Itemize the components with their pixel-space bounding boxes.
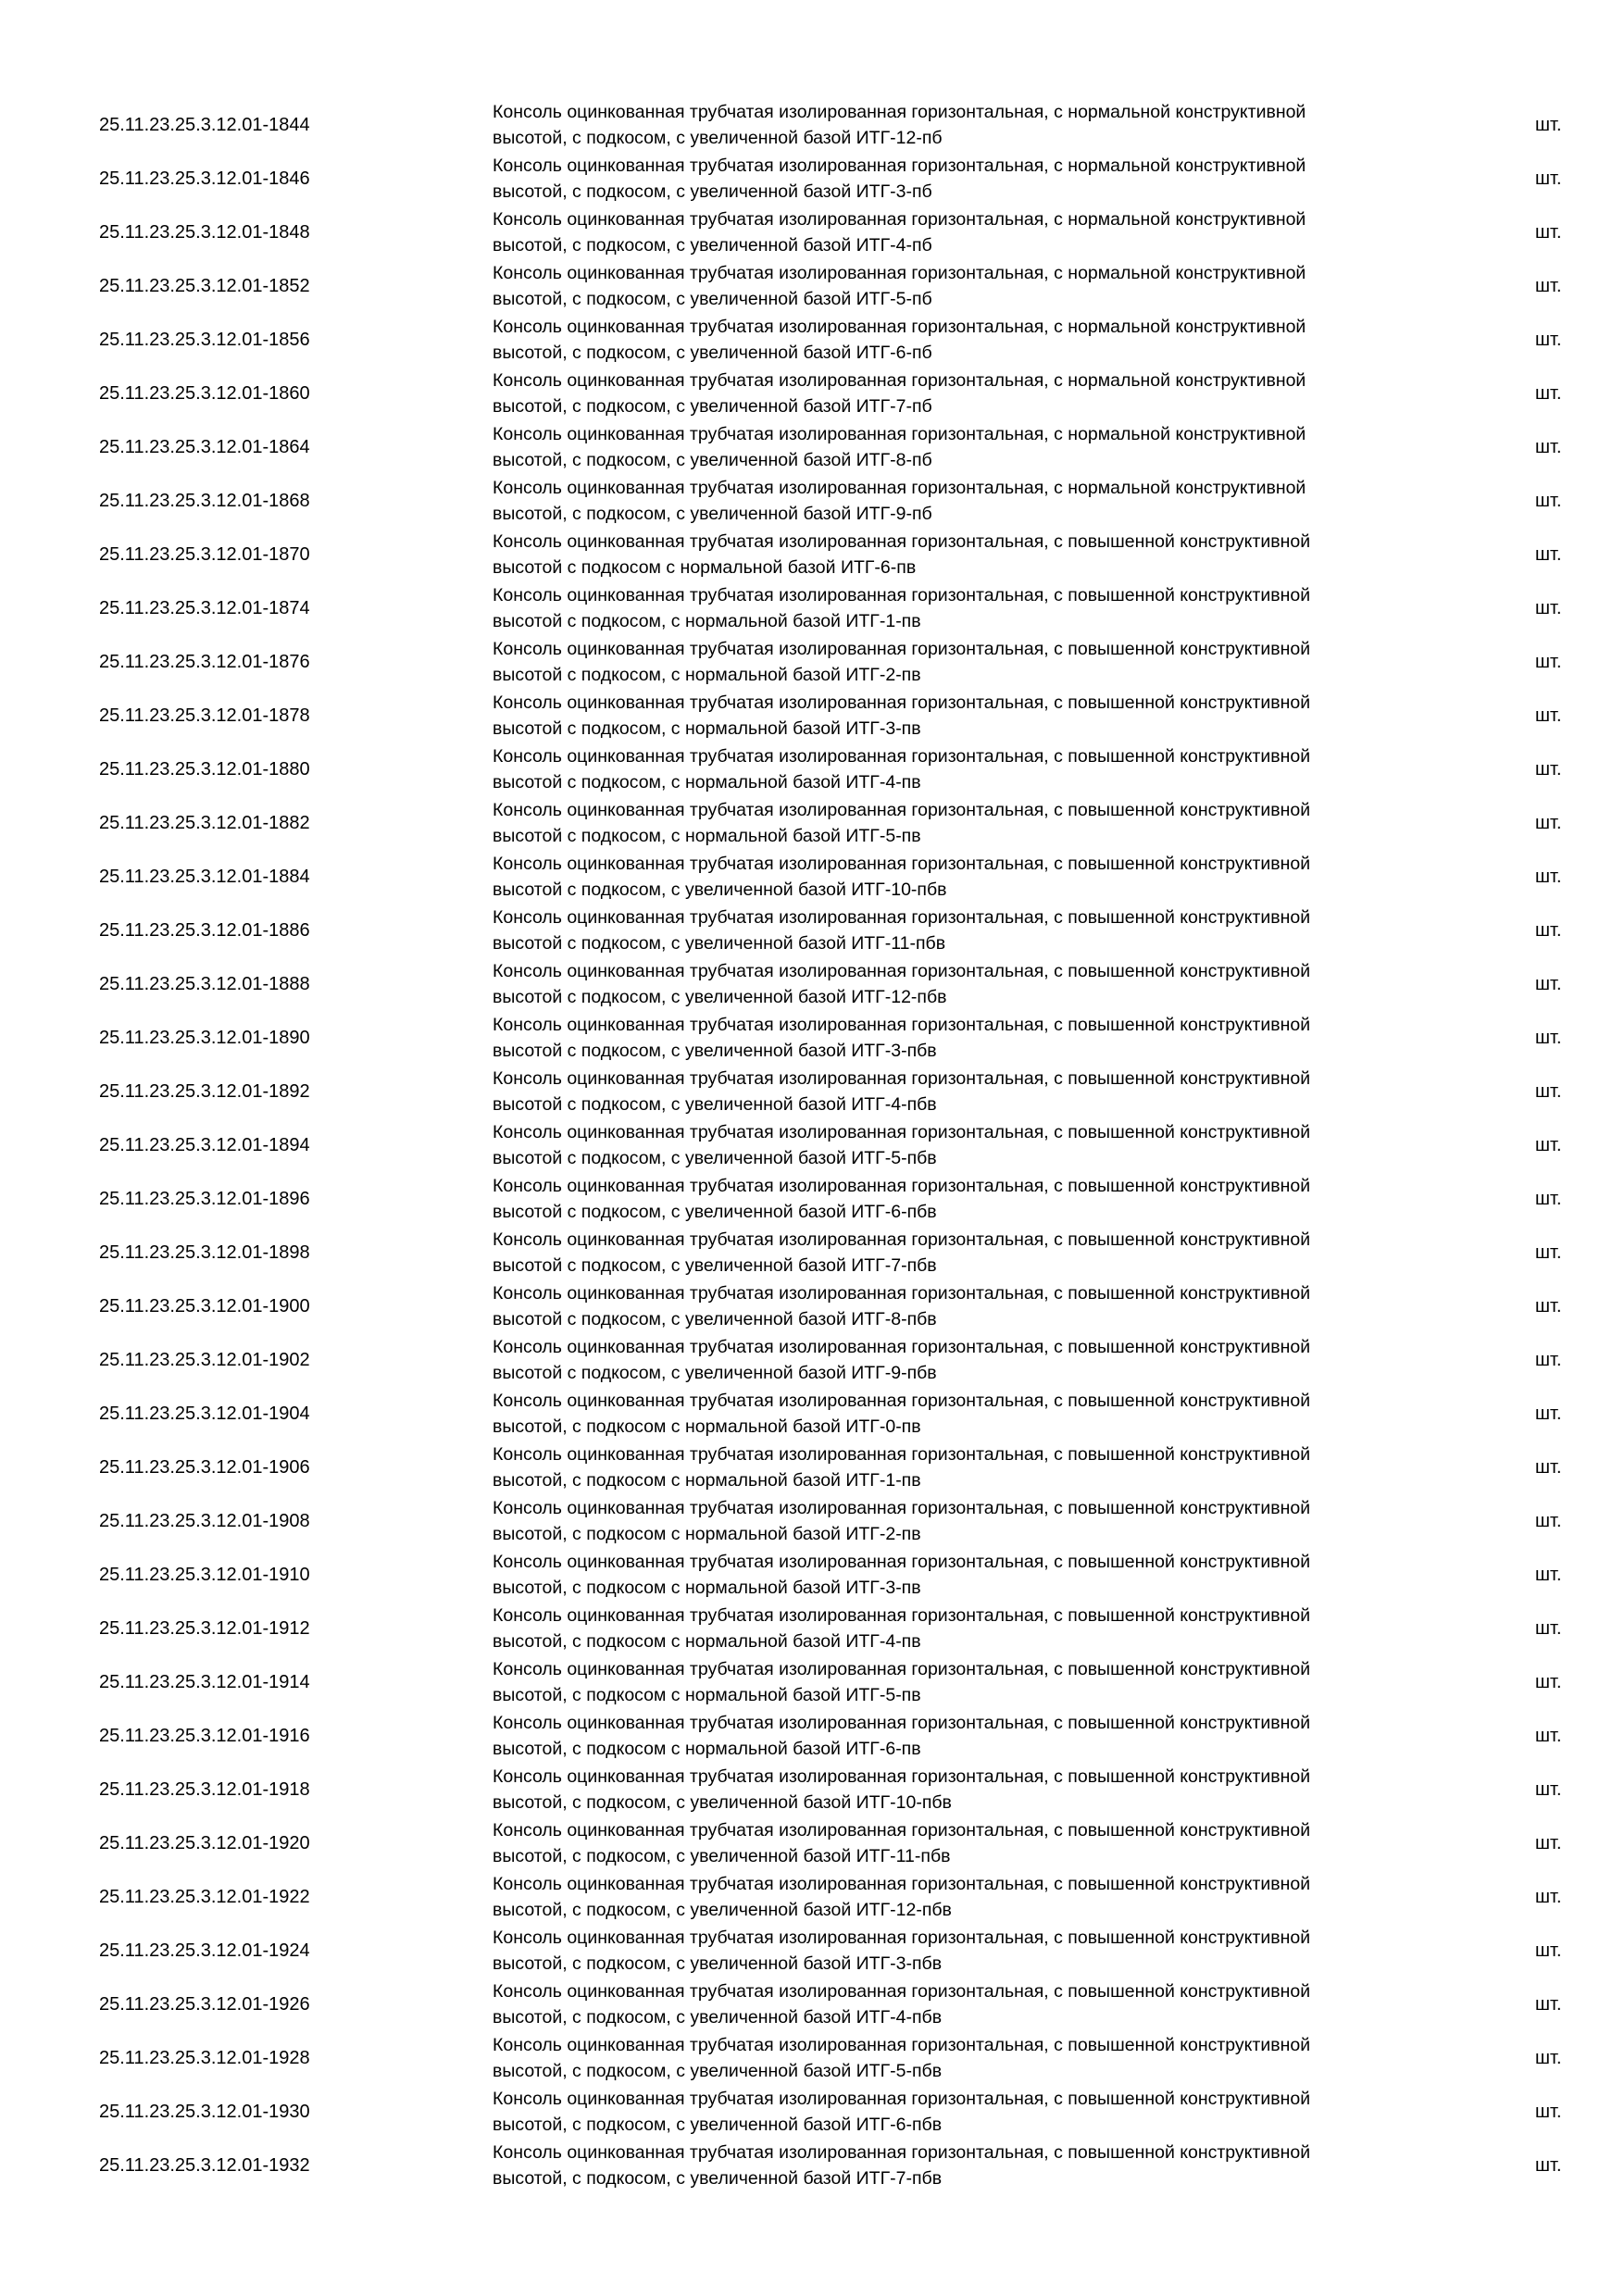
item-description-line-2: высотой, с подкосом с нормальной базой ИТГ-6-пв xyxy=(493,1739,921,1759)
item-description-line-1: Консоль оцинкованная трубчатая изолированная горизонтальная, с повышенной конструктивной xyxy=(493,1176,1311,1196)
item-code: 25.11.23.25.3.12.01-1882 xyxy=(99,813,310,833)
item-description-line-2: высотой с подкосом, с увеличенной базой ИТГ-7-пбв xyxy=(493,1255,937,1276)
item-description-line-2: высотой с подкосом с нормальной базой ИТГ-6-пв xyxy=(493,557,917,578)
item-description-line-1: Консоль оцинкованная трубчатая изолированная горизонтальная, с повышенной конструктивной xyxy=(493,1229,1311,1250)
item-unit: шт. xyxy=(1535,491,1562,511)
item-description xyxy=(493,1656,1455,1708)
item-description-line-2: высотой с подкосом, с увеличенной базой ИТГ-6-пбв xyxy=(493,1202,937,1222)
table-row xyxy=(0,1333,1624,1387)
table-row xyxy=(0,1602,1624,1655)
table-row xyxy=(0,474,1624,528)
item-description xyxy=(493,2140,1455,2191)
table-row xyxy=(0,206,1624,259)
table-row xyxy=(0,313,1624,367)
item-unit: шт. xyxy=(1535,974,1562,994)
item-description xyxy=(493,421,1455,473)
item-description-line-2: высотой, с подкосом, с увеличенной базой ИТГ-6-пб xyxy=(493,343,932,363)
item-code: 25.11.23.25.3.12.01-1846 xyxy=(99,168,310,189)
item-description-line-2: высотой с подкосом, с увеличенной базой ИТГ-11-пбв xyxy=(493,933,946,954)
item-description-line-1: Консоль оцинкованная трубчатая изолированная горизонтальная, с повышенной конструктивной xyxy=(493,585,1311,605)
item-description xyxy=(493,958,1455,1010)
item-unit: шт. xyxy=(1535,652,1562,672)
item-description xyxy=(493,1549,1455,1601)
item-description-line-1: Консоль оцинкованная трубчатая изолированная горизонтальная, с повышенной конструктивной xyxy=(493,1337,1311,1357)
item-code: 25.11.23.25.3.12.01-1870 xyxy=(99,544,310,565)
item-description-line-1: Консоль оцинкованная трубчатая изолированная горизонтальная, с повышенной конструктивной xyxy=(493,1122,1311,1142)
item-description-line-1: Консоль оцинкованная трубчатая изолированная горизонтальная, с повышенной конструктивной xyxy=(493,746,1311,767)
item-code: 25.11.23.25.3.12.01-1876 xyxy=(99,652,310,672)
item-unit: шт. xyxy=(1535,2155,1562,2176)
item-code: 25.11.23.25.3.12.01-1892 xyxy=(99,1081,310,1102)
item-description xyxy=(493,1603,1455,1654)
table-row xyxy=(0,1816,1624,1870)
item-description-line-2: высотой, с подкосом, с увеличенной базой ИТГ-6-пбв xyxy=(493,2115,943,2135)
item-unit: шт. xyxy=(1535,1672,1562,1692)
item-unit: шт. xyxy=(1535,383,1562,404)
item-description-line-2: высотой, с подкосом, с увеличенной базой ИТГ-9-пб xyxy=(493,504,932,524)
item-description-line-1: Консоль оцинкованная трубчатая изолированная горизонтальная, с повышенной конструктивной xyxy=(493,1820,1311,1841)
item-description-line-1: Консоль оцинкованная трубчатая изолированная горизонтальная, с повышенной конструктивной xyxy=(493,907,1311,928)
table-row xyxy=(0,957,1624,1011)
item-description-line-1: Консоль оцинкованная трубчатая изолированная горизонтальная, с повышенной конструктивной xyxy=(493,1444,1311,1465)
item-code: 25.11.23.25.3.12.01-1918 xyxy=(99,1779,310,1800)
item-description-line-2: высотой, с подкосом, с увеличенной базой ИТГ-3-пбв xyxy=(493,1953,943,1974)
item-unit: шт. xyxy=(1535,2048,1562,2068)
item-description-line-2: высотой, с подкосом с нормальной базой ИТГ-1-пв xyxy=(493,1470,921,1491)
item-description-line-2: высотой, с подкосом, с увеличенной базой ИТГ-8-пб xyxy=(493,450,932,470)
item-code: 25.11.23.25.3.12.01-1896 xyxy=(99,1189,310,1209)
item-description-line-1: Консоль оцинкованная трубчатая изолированная горизонтальная, с повышенной конструктивной xyxy=(493,800,1311,820)
item-description-line-1: Консоль оцинкованная трубчатая изолированная горизонтальная, с повышенной конструктивной xyxy=(493,531,1311,552)
item-unit: шт. xyxy=(1535,920,1562,941)
item-description-line-1: Консоль оцинкованная трубчатая изолированная горизонтальная, с повышенной конструктивной xyxy=(493,1605,1311,1626)
item-description-line-2: высотой, с подкосом, с увеличенной базой ИТГ-5-пб xyxy=(493,289,932,309)
item-description xyxy=(493,1495,1455,1547)
item-description-line-1: Консоль оцинкованная трубчатая изолированная горизонтальная, с повышенной конструктивной xyxy=(493,1981,1311,2002)
table-row xyxy=(0,528,1624,581)
item-description-line-1: Консоль оцинкованная трубчатая изолированная горизонтальная, с повышенной конструктивной xyxy=(493,2035,1311,2055)
table-row xyxy=(0,1548,1624,1602)
item-code: 25.11.23.25.3.12.01-1914 xyxy=(99,1672,310,1692)
item-description-line-2: высотой, с подкосом с нормальной базой ИТГ-5-пв xyxy=(493,1685,921,1705)
item-description xyxy=(493,1119,1455,1171)
item-description-line-1: Консоль оцинкованная трубчатая изолированная горизонтальная, с повышенной конструктивной xyxy=(493,1552,1311,1572)
table-row xyxy=(0,98,1624,152)
item-description xyxy=(493,1066,1455,1117)
item-code: 25.11.23.25.3.12.01-1864 xyxy=(99,437,310,457)
item-code: 25.11.23.25.3.12.01-1910 xyxy=(99,1565,310,1585)
table-row xyxy=(0,850,1624,904)
table-row xyxy=(0,152,1624,206)
item-description xyxy=(493,2086,1455,2138)
table-row xyxy=(0,1226,1624,1279)
item-unit: шт. xyxy=(1535,1028,1562,1048)
table-row xyxy=(0,2139,1624,2192)
item-description-line-2: высотой с подкосом, с нормальной базой ИТГ-2-пв xyxy=(493,665,921,685)
item-unit: шт. xyxy=(1535,1135,1562,1155)
item-unit: шт. xyxy=(1535,1887,1562,1907)
item-unit: шт. xyxy=(1535,1994,1562,2015)
item-description-line-2: высотой с подкосом, с увеличенной базой ИТГ-5-пбв xyxy=(493,1148,937,1168)
item-description xyxy=(493,1978,1455,2030)
item-description-line-2: высотой с подкосом, с нормальной базой ИТГ-1-пв xyxy=(493,611,921,631)
table-row xyxy=(0,796,1624,850)
item-description-line-2: высотой с подкосом, с нормальной базой ИТГ-5-пв xyxy=(493,826,921,846)
table-row xyxy=(0,1172,1624,1226)
table-row xyxy=(0,1870,1624,1924)
item-unit: шт. xyxy=(1535,437,1562,457)
item-description-line-1: Консоль оцинкованная трубчатая изолированная горизонтальная, с нормальной конструктивной xyxy=(493,156,1306,176)
table-row xyxy=(0,1387,1624,1441)
table-row xyxy=(0,1011,1624,1065)
item-description-line-2: высотой с подкосом, с нормальной базой ИТГ-3-пв xyxy=(493,718,921,739)
item-unit: шт. xyxy=(1535,1081,1562,1102)
table-row xyxy=(0,1494,1624,1548)
item-description-line-1: Консоль оцинкованная трубчатая изолированная горизонтальная, с повышенной конструктивной xyxy=(493,1068,1311,1089)
item-description-line-2: высотой с подкосом, с увеличенной базой ИТГ-9-пбв xyxy=(493,1363,937,1383)
item-description-line-1: Консоль оцинкованная трубчатая изолированная горизонтальная, с нормальной конструктивной xyxy=(493,478,1306,498)
table-row xyxy=(0,1279,1624,1333)
item-description-line-2: высотой, с подкосом с нормальной базой ИТГ-3-пв xyxy=(493,1578,921,1598)
item-code: 25.11.23.25.3.12.01-1926 xyxy=(99,1994,310,2015)
item-description-line-2: высотой, с подкосом, с увеличенной базой ИТГ-3-пб xyxy=(493,181,932,202)
item-description-line-2: высотой с подкосом, с увеличенной базой ИТГ-3-пбв xyxy=(493,1041,937,1061)
table-row xyxy=(0,1118,1624,1172)
table-row xyxy=(0,1924,1624,1978)
item-description-line-1: Консоль оцинкованная трубчатая изолированная горизонтальная, с повышенной конструктивной xyxy=(493,1391,1311,1411)
item-description xyxy=(493,2032,1455,2084)
item-description-line-2: высотой, с подкосом, с увеличенной базой ИТГ-7-пбв xyxy=(493,2168,943,2189)
item-description xyxy=(493,1441,1455,1493)
item-description xyxy=(493,1925,1455,1977)
item-unit: шт. xyxy=(1535,1618,1562,1639)
item-description xyxy=(493,1710,1455,1762)
item-code: 25.11.23.25.3.12.01-1920 xyxy=(99,1833,310,1853)
item-description xyxy=(493,582,1455,634)
item-description-line-2: высотой с подкосом, с увеличенной базой ИТГ-10-пбв xyxy=(493,880,947,900)
item-description xyxy=(493,905,1455,956)
table-row xyxy=(0,1065,1624,1118)
item-description-line-2: высотой с подкосом, с увеличенной базой ИТГ-12-пбв xyxy=(493,987,947,1007)
item-unit: шт. xyxy=(1535,2102,1562,2122)
item-unit: шт. xyxy=(1535,1296,1562,1316)
item-description xyxy=(493,743,1455,795)
table-row xyxy=(0,2085,1624,2139)
item-description xyxy=(493,368,1455,419)
table-row xyxy=(0,2031,1624,2085)
item-description-line-1: Консоль оцинкованная трубчатая изолированная горизонтальная, с нормальной конструктивной xyxy=(493,209,1306,230)
table-row xyxy=(0,1978,1624,2031)
item-description-line-1: Консоль оцинкованная трубчатая изолированная горизонтальная, с нормальной конструктивной xyxy=(493,102,1306,122)
item-unit: шт. xyxy=(1535,276,1562,296)
item-unit: шт. xyxy=(1535,705,1562,726)
item-unit: шт. xyxy=(1535,1242,1562,1263)
item-description xyxy=(493,1280,1455,1332)
item-description-line-2: высотой, с подкосом, с увеличенной базой ИТГ-12-пбв xyxy=(493,1900,952,1920)
item-description-line-1: Консоль оцинкованная трубчатая изолированная горизонтальная, с повышенной конструктивной xyxy=(493,2142,1311,2163)
item-description xyxy=(493,99,1455,151)
item-code: 25.11.23.25.3.12.01-1848 xyxy=(99,222,310,243)
item-unit: шт. xyxy=(1535,330,1562,350)
item-code: 25.11.23.25.3.12.01-1908 xyxy=(99,1511,310,1531)
item-unit: шт. xyxy=(1535,598,1562,618)
item-unit: шт. xyxy=(1535,1833,1562,1853)
item-description-line-1: Консоль оцинкованная трубчатая изолированная горизонтальная, с повышенной конструктивной xyxy=(493,1498,1311,1518)
item-code: 25.11.23.25.3.12.01-1868 xyxy=(99,491,310,511)
item-description xyxy=(493,260,1455,312)
item-code: 25.11.23.25.3.12.01-1916 xyxy=(99,1726,310,1746)
item-unit: шт. xyxy=(1535,1189,1562,1209)
item-description-line-1: Консоль оцинкованная трубчатая изолированная горизонтальная, с повышенной конструктивной xyxy=(493,1713,1311,1733)
item-unit: шт. xyxy=(1535,1511,1562,1531)
table-row xyxy=(0,259,1624,313)
item-description-line-2: высотой, с подкосом, с увеличенной базой ИТГ-11-пбв xyxy=(493,1846,951,1866)
item-code: 25.11.23.25.3.12.01-1856 xyxy=(99,330,310,350)
item-description-line-2: высотой, с подкосом с нормальной базой ИТГ-4-пв xyxy=(493,1631,921,1652)
table-row xyxy=(0,581,1624,635)
item-unit: шт. xyxy=(1535,1457,1562,1478)
table-row xyxy=(0,689,1624,742)
item-code: 25.11.23.25.3.12.01-1900 xyxy=(99,1296,310,1316)
price-list-table xyxy=(0,98,1624,2192)
item-code: 25.11.23.25.3.12.01-1930 xyxy=(99,2102,310,2122)
item-description xyxy=(493,1227,1455,1279)
item-description xyxy=(493,314,1455,366)
item-description-line-2: высотой с подкосом, с увеличенной базой ИТГ-4-пбв xyxy=(493,1094,937,1115)
item-description xyxy=(493,153,1455,205)
table-row xyxy=(0,1441,1624,1494)
item-description-line-2: высотой, с подкосом, с увеличенной базой ИТГ-10-пбв xyxy=(493,1792,952,1813)
item-description-line-1: Консоль оцинкованная трубчатая изолированная горизонтальная, с нормальной конструктивной xyxy=(493,424,1306,444)
item-description-line-1: Консоль оцинкованная трубчатая изолированная горизонтальная, с повышенной конструктивной xyxy=(493,961,1311,981)
item-unit: шт. xyxy=(1535,1350,1562,1370)
item-description xyxy=(493,1334,1455,1386)
item-description-line-1: Консоль оцинкованная трубчатая изолированная горизонтальная, с повышенной конструктивной xyxy=(493,1659,1311,1679)
item-unit: шт. xyxy=(1535,1726,1562,1746)
item-unit: шт. xyxy=(1535,168,1562,189)
item-code: 25.11.23.25.3.12.01-1852 xyxy=(99,276,310,296)
item-description xyxy=(493,529,1455,580)
item-description xyxy=(493,1173,1455,1225)
item-description-line-1: Консоль оцинкованная трубчатая изолированная горизонтальная, с повышенной конструктивной xyxy=(493,1015,1311,1035)
item-unit: шт. xyxy=(1535,1404,1562,1424)
item-code: 25.11.23.25.3.12.01-1902 xyxy=(99,1350,310,1370)
item-unit: шт. xyxy=(1535,867,1562,887)
item-description-line-1: Консоль оцинкованная трубчатая изолированная горизонтальная, с повышенной конструктивной xyxy=(493,1766,1311,1787)
item-unit: шт. xyxy=(1535,813,1562,833)
item-description-line-1: Консоль оцинкованная трубчатая изолированная горизонтальная, с повышенной конструктивной xyxy=(493,1928,1311,1948)
item-description xyxy=(493,851,1455,903)
item-description-line-1: Консоль оцинкованная трубчатая изолированная горизонтальная, с нормальной конструктивной xyxy=(493,370,1306,391)
item-unit: шт. xyxy=(1535,1565,1562,1585)
table-row xyxy=(0,635,1624,689)
table-row xyxy=(0,1763,1624,1816)
item-unit: шт. xyxy=(1535,1779,1562,1800)
item-description xyxy=(493,206,1455,258)
item-code: 25.11.23.25.3.12.01-1886 xyxy=(99,920,310,941)
item-code: 25.11.23.25.3.12.01-1860 xyxy=(99,383,310,404)
item-description-line-2: высотой, с подкосом, с увеличенной базой ИТГ-7-пб xyxy=(493,396,932,417)
item-description-line-2: высотой, с подкосом, с увеличенной базой ИТГ-12-пб xyxy=(493,128,943,148)
item-code: 25.11.23.25.3.12.01-1898 xyxy=(99,1242,310,1263)
item-code: 25.11.23.25.3.12.01-1912 xyxy=(99,1618,310,1639)
item-description xyxy=(493,690,1455,742)
item-description-line-1: Консоль оцинкованная трубчатая изолированная горизонтальная, с повышенной конструктивной xyxy=(493,1283,1311,1304)
item-unit: шт. xyxy=(1535,759,1562,780)
item-description xyxy=(493,1871,1455,1923)
item-description xyxy=(493,1012,1455,1064)
item-code: 25.11.23.25.3.12.01-1922 xyxy=(99,1887,310,1907)
item-description xyxy=(493,1764,1455,1816)
table-row xyxy=(0,420,1624,474)
table-row xyxy=(0,367,1624,420)
item-unit: шт. xyxy=(1535,222,1562,243)
table-row xyxy=(0,1655,1624,1709)
item-description-line-2: высотой, с подкосом с нормальной базой ИТГ-2-пв xyxy=(493,1524,921,1544)
table-row xyxy=(0,904,1624,957)
item-description-line-2: высотой, с подкосом, с увеличенной базой ИТГ-5-пбв xyxy=(493,2061,943,2081)
item-description-line-2: высотой, с подкосом, с увеличенной базой ИТГ-4-пб xyxy=(493,235,932,256)
item-description-line-1: Консоль оцинкованная трубчатая изолированная горизонтальная, с нормальной конструктивной xyxy=(493,317,1306,337)
item-description-line-1: Консоль оцинкованная трубчатая изолированная горизонтальная, с нормальной конструктивной xyxy=(493,263,1306,283)
table-row xyxy=(0,1709,1624,1763)
item-code: 25.11.23.25.3.12.01-1904 xyxy=(99,1404,310,1424)
item-description-line-2: высотой с подкосом, с нормальной базой ИТГ-4-пв xyxy=(493,772,921,792)
item-code: 25.11.23.25.3.12.01-1884 xyxy=(99,867,310,887)
item-unit: шт. xyxy=(1535,544,1562,565)
item-description-line-2: высотой, с подкосом, с увеличенной базой ИТГ-4-пбв xyxy=(493,2007,943,2028)
table-row xyxy=(0,742,1624,796)
item-code: 25.11.23.25.3.12.01-1928 xyxy=(99,2048,310,2068)
item-code: 25.11.23.25.3.12.01-1890 xyxy=(99,1028,310,1048)
item-description-line-1: Консоль оцинкованная трубчатая изолированная горизонтальная, с повышенной конструктивной xyxy=(493,693,1311,713)
item-description xyxy=(493,636,1455,688)
item-description-line-1: Консоль оцинкованная трубчатая изолированная горизонтальная, с повышенной конструктивной xyxy=(493,1874,1311,1894)
item-description xyxy=(493,797,1455,849)
item-description-line-2: высотой с подкосом, с увеличенной базой ИТГ-8-пбв xyxy=(493,1309,937,1329)
item-description-line-1: Консоль оцинкованная трубчатая изолированная горизонтальная, с повышенной конструктивной xyxy=(493,2089,1311,2109)
item-code: 25.11.23.25.3.12.01-1878 xyxy=(99,705,310,726)
item-code: 25.11.23.25.3.12.01-1844 xyxy=(99,115,310,135)
item-description xyxy=(493,1388,1455,1440)
item-code: 25.11.23.25.3.12.01-1924 xyxy=(99,1940,310,1961)
item-code: 25.11.23.25.3.12.01-1880 xyxy=(99,759,310,780)
item-unit: шт. xyxy=(1535,115,1562,135)
item-code: 25.11.23.25.3.12.01-1932 xyxy=(99,2155,310,2176)
item-unit: шт. xyxy=(1535,1940,1562,1961)
item-code: 25.11.23.25.3.12.01-1906 xyxy=(99,1457,310,1478)
item-description xyxy=(493,1817,1455,1869)
item-code: 25.11.23.25.3.12.01-1894 xyxy=(99,1135,310,1155)
item-description-line-2: высотой, с подкосом с нормальной базой ИТГ-0-пв xyxy=(493,1416,921,1437)
item-code: 25.11.23.25.3.12.01-1874 xyxy=(99,598,310,618)
item-description-line-1: Консоль оцинкованная трубчатая изолированная горизонтальная, с повышенной конструктивной xyxy=(493,639,1311,659)
item-code: 25.11.23.25.3.12.01-1888 xyxy=(99,974,310,994)
item-description xyxy=(493,475,1455,527)
item-description-line-1: Консоль оцинкованная трубчатая изолированная горизонтальная, с повышенной конструктивной xyxy=(493,854,1311,874)
